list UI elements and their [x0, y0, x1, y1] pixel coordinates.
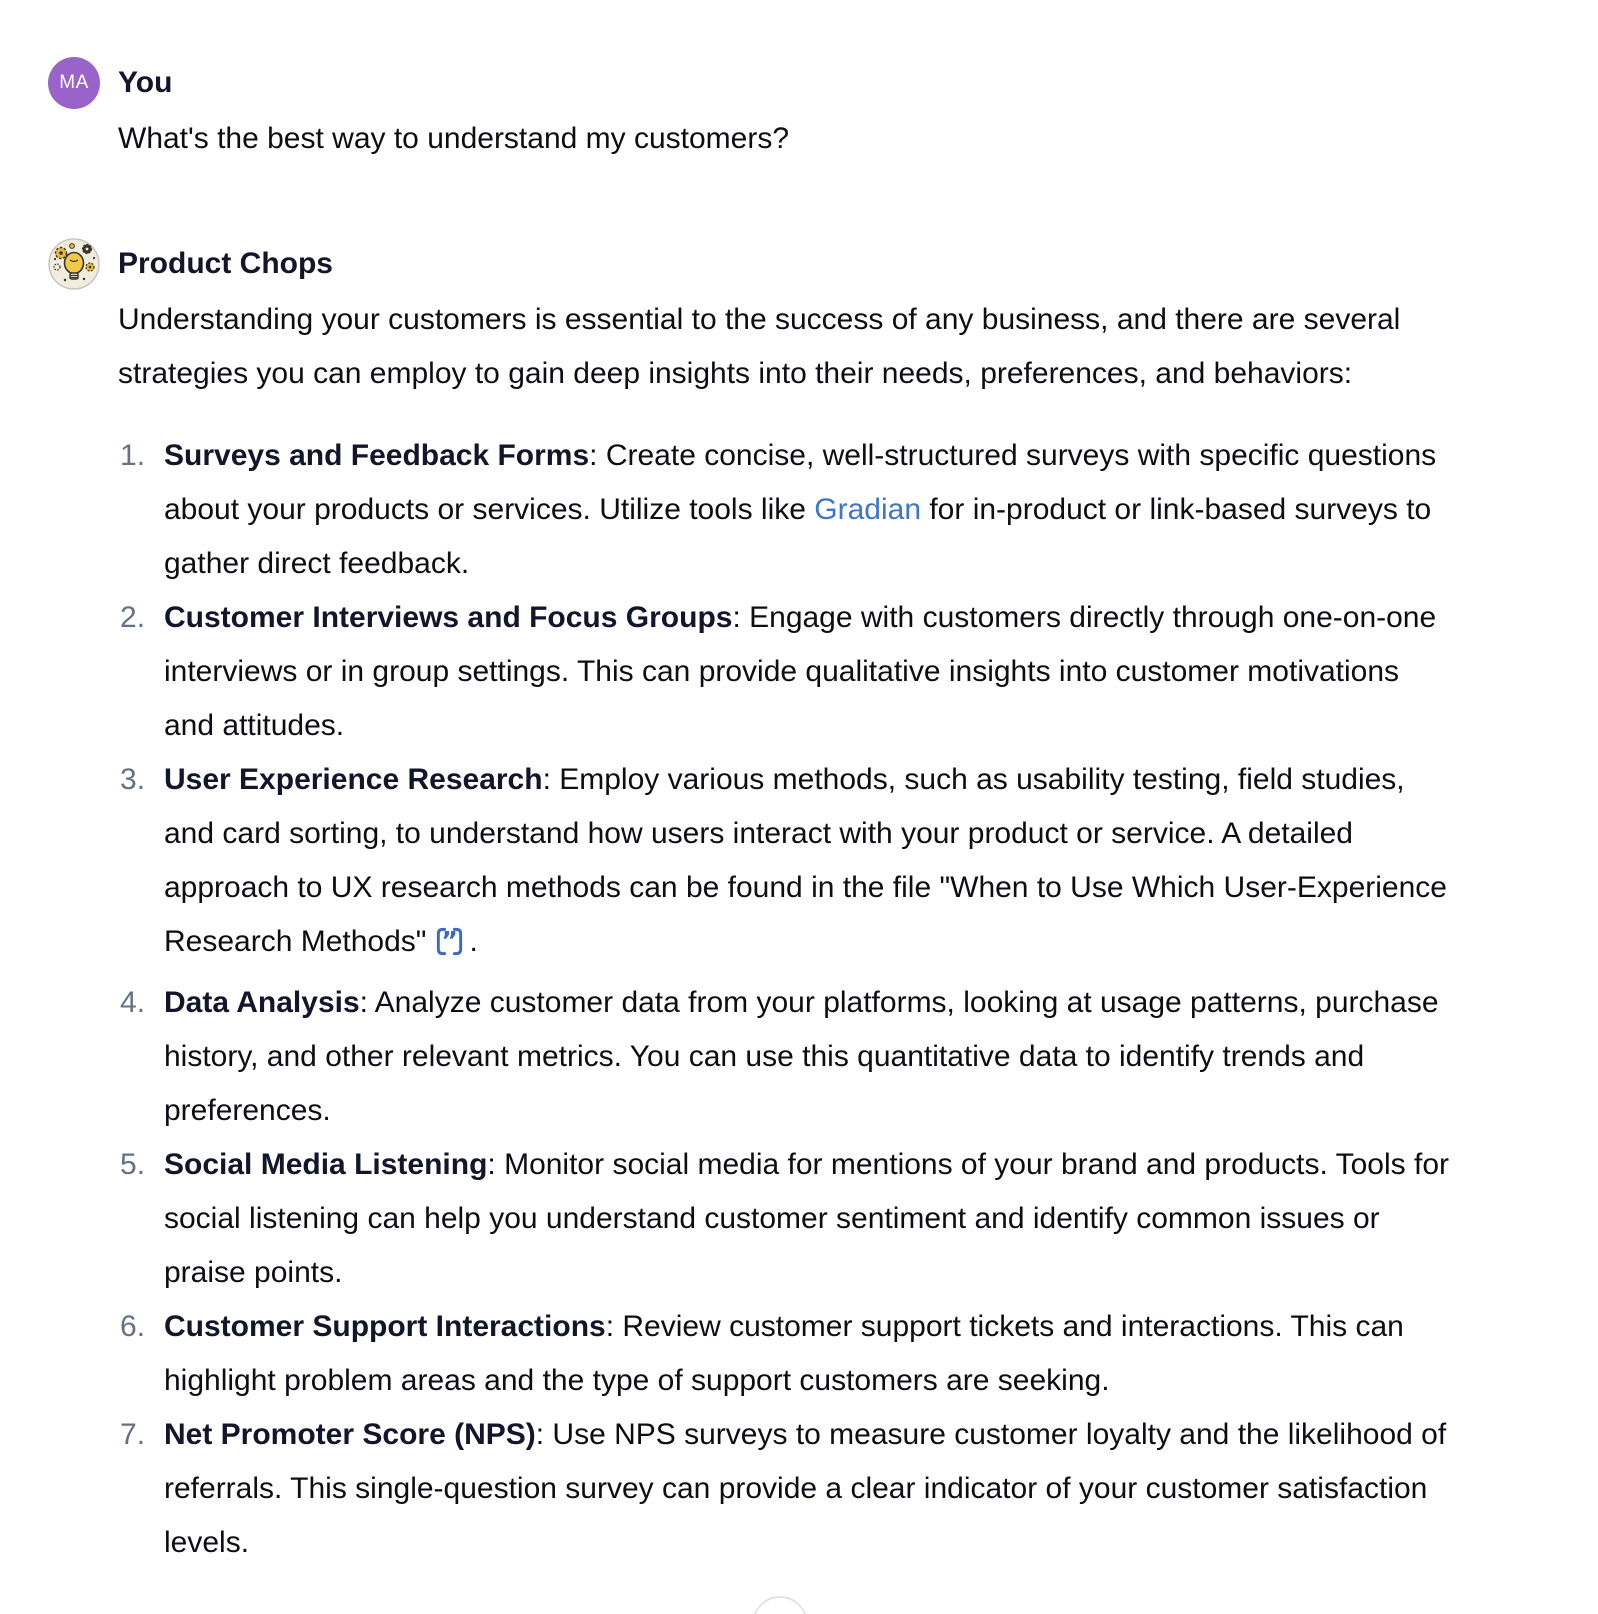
assistant-sender-name: Product Chops [118, 247, 333, 280]
assistant-avatar [48, 238, 100, 290]
list-item-text: : Monitor social media for mentions of your brand and products. Tools for social listening can help you understand customer sentiment and identify common issues or praise points. [164, 1148, 1450, 1289]
user-sender-name: You [118, 66, 173, 99]
list-item-text: : Engage with customers directly through one-on-one interviews or in group settings. This can provide qualitative insights into customer motivations and attitudes. [164, 601, 1437, 742]
list-item-text: : Use NPS surveys to measure customer loyalty and the likelihood of referrals. This single-question survey can provide a clear indicator of your customer satisfaction levels. [164, 1418, 1447, 1559]
list-item-title: Customer Interviews and Focus Groups [164, 601, 733, 634]
list-item-text: : Create concise, well-structured surveys with specific questions about your products or services. Utilize tools like [164, 439, 1437, 526]
lightbulb-gears-icon [48, 277, 100, 290]
svg-text:”: ” [441, 925, 459, 955]
list-item-title: Customer Support Interactions [164, 1310, 606, 1343]
list-item [164, 591, 1450, 753]
list-item-text: : Employ various methods, such as usability testing, field studies, and card sorting, to understand how users interact with your product or service. A detailed approach to UX research methods can be found in the file "When to Use Which User-Experience Research Methods" [164, 763, 1447, 958]
user-message-content [118, 57, 789, 166]
user-avatar-initials: MA [59, 72, 89, 93]
list-item-title: User Experience Research [164, 763, 543, 796]
list-item-title: Social Media Listening [164, 1148, 488, 1181]
strategy-list [118, 429, 1450, 1570]
list-item-title: Surveys and Feedback Forms [164, 439, 590, 472]
list-item-title: Net Promoter Score (NPS) [164, 1418, 536, 1451]
user-message [48, 57, 1550, 166]
list-item [164, 1300, 1450, 1408]
quote-citation-icon[interactable] [433, 922, 466, 976]
list-item [164, 1408, 1450, 1570]
gradian-link[interactable]: Gradian [814, 493, 922, 526]
assistant-message-content [118, 238, 1450, 1570]
list-item [164, 753, 1450, 976]
user-avatar [48, 57, 100, 109]
assistant-message [48, 238, 1550, 1570]
list-item [164, 976, 1450, 1138]
list-item-title: Data Analysis [164, 986, 360, 1019]
list-item [164, 429, 1450, 591]
list-item [164, 1138, 1450, 1300]
list-item-text: for in-product or link-based surveys to gather direct feedback. [164, 493, 1432, 580]
scroll-to-bottom-button[interactable] [752, 1596, 808, 1614]
list-item-text: : Review customer support tickets and interactions. This can highlight problem areas and the type of support customers are seeking. [164, 1310, 1404, 1397]
assistant-intro-paragraph: Understanding your customers is essential to the success of any business, and there are several strategies you can employ to gain deep insights into their needs, preferences, and behaviors: [118, 303, 1401, 390]
list-item-text: . [469, 925, 478, 958]
list-item-text: : Analyze customer data from your platforms, looking at usage patterns, purchase history, and other relevant metrics. You can use this quantitative data to identify trends and preferences. [164, 986, 1439, 1127]
user-message-text: What's the best way to understand my customers? [118, 122, 790, 155]
